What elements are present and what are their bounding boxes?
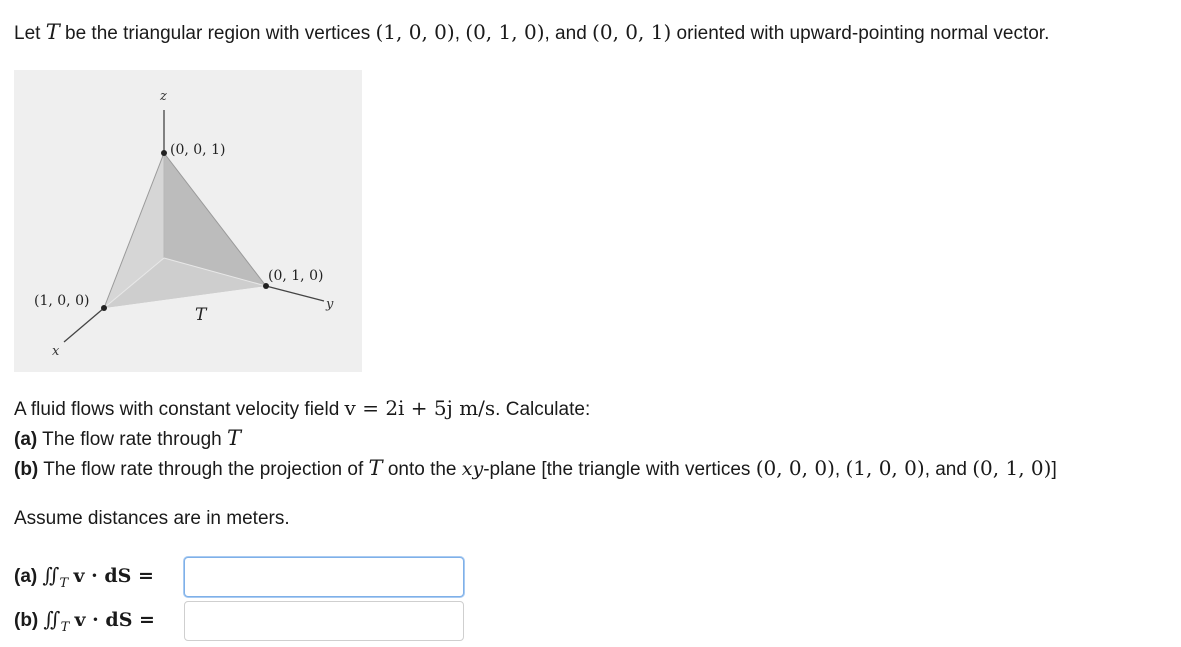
- part-a-label: (a): [14, 429, 38, 450]
- integral-sign-a: ∬: [42, 563, 60, 588]
- axis-y-label: y: [326, 297, 334, 312]
- comma-1: ,: [454, 23, 460, 44]
- part-b-plane: xy: [461, 458, 484, 480]
- intro-text-2: be the triangular region with vertices: [65, 23, 371, 44]
- integral-sub-a: T: [59, 575, 69, 591]
- intro-text-1: Let: [14, 23, 41, 44]
- integral-sub-b: T: [60, 619, 70, 635]
- vertex-3: (0, 0, 1): [592, 20, 672, 44]
- part-a-region: T: [227, 426, 242, 450]
- flow-line: [14, 396, 590, 422]
- assumption-text: Assume distances are in meters.: [14, 508, 290, 529]
- comma-2: , and: [544, 23, 587, 44]
- part-b-region: T: [368, 456, 383, 480]
- answer-row-b: [14, 600, 182, 642]
- vertex-dot-left: [101, 305, 107, 311]
- integral-sign-b: ∬: [43, 607, 61, 632]
- flow-suffix: . Calculate:: [495, 399, 591, 420]
- answer-row-a: [14, 556, 182, 598]
- answer-b-label: [14, 607, 182, 635]
- intro-text-3: oriented with upward-pointing normal vector.: [676, 23, 1050, 44]
- label-vertex-top: (0, 0, 1): [170, 142, 226, 158]
- answer-b-input[interactable]: [184, 601, 464, 641]
- axis-z-label: z: [160, 89, 167, 104]
- part-b-vertex-3: (0, 1, 0): [972, 456, 1052, 480]
- part-b-line: [14, 456, 1057, 482]
- part-b-label: (b): [14, 459, 39, 480]
- part-b-comma-1: ,: [834, 459, 841, 480]
- vertex-dot-top: [161, 150, 167, 156]
- answer-a-part: (a): [14, 566, 38, 588]
- integrand-a: v · dS =: [73, 565, 154, 588]
- part-b-end: ]: [1051, 459, 1057, 480]
- part-a-line: [14, 426, 241, 452]
- answer-a-input[interactable]: [184, 557, 464, 597]
- vertex-2: (0, 1, 0): [465, 20, 545, 44]
- axis-x-label: x: [52, 344, 60, 359]
- part-a-text: The flow rate through: [42, 429, 222, 450]
- flow-prefix: A fluid flows with constant velocity field: [14, 399, 340, 420]
- part-b-vertex-1: (0, 0, 0): [755, 456, 835, 480]
- part-b-comma-2: , and: [924, 459, 967, 480]
- vertex-1: (1, 0, 0): [375, 20, 455, 44]
- intro-line: [14, 20, 1049, 46]
- assumption-line: [14, 507, 290, 531]
- answer-b-part: (b): [14, 610, 39, 632]
- region-symbol: T: [45, 20, 60, 44]
- flow-equation: v = 2i + 5j m/s: [344, 396, 496, 420]
- answer-a-label: [14, 563, 182, 591]
- part-b-vertex-2: (1, 0, 0): [845, 456, 925, 480]
- integrand-b: v · dS =: [74, 609, 155, 632]
- part-b-text: The flow rate through the projection of: [43, 459, 364, 480]
- part-b-text3: -plane [the triangle with vertices: [483, 459, 751, 480]
- triangle-figure: [14, 70, 362, 372]
- label-vertex-right: (0, 1, 0): [268, 268, 324, 284]
- label-region: T: [195, 305, 207, 325]
- part-b-text2: onto the: [387, 459, 457, 480]
- label-vertex-left: (1, 0, 0): [34, 293, 90, 309]
